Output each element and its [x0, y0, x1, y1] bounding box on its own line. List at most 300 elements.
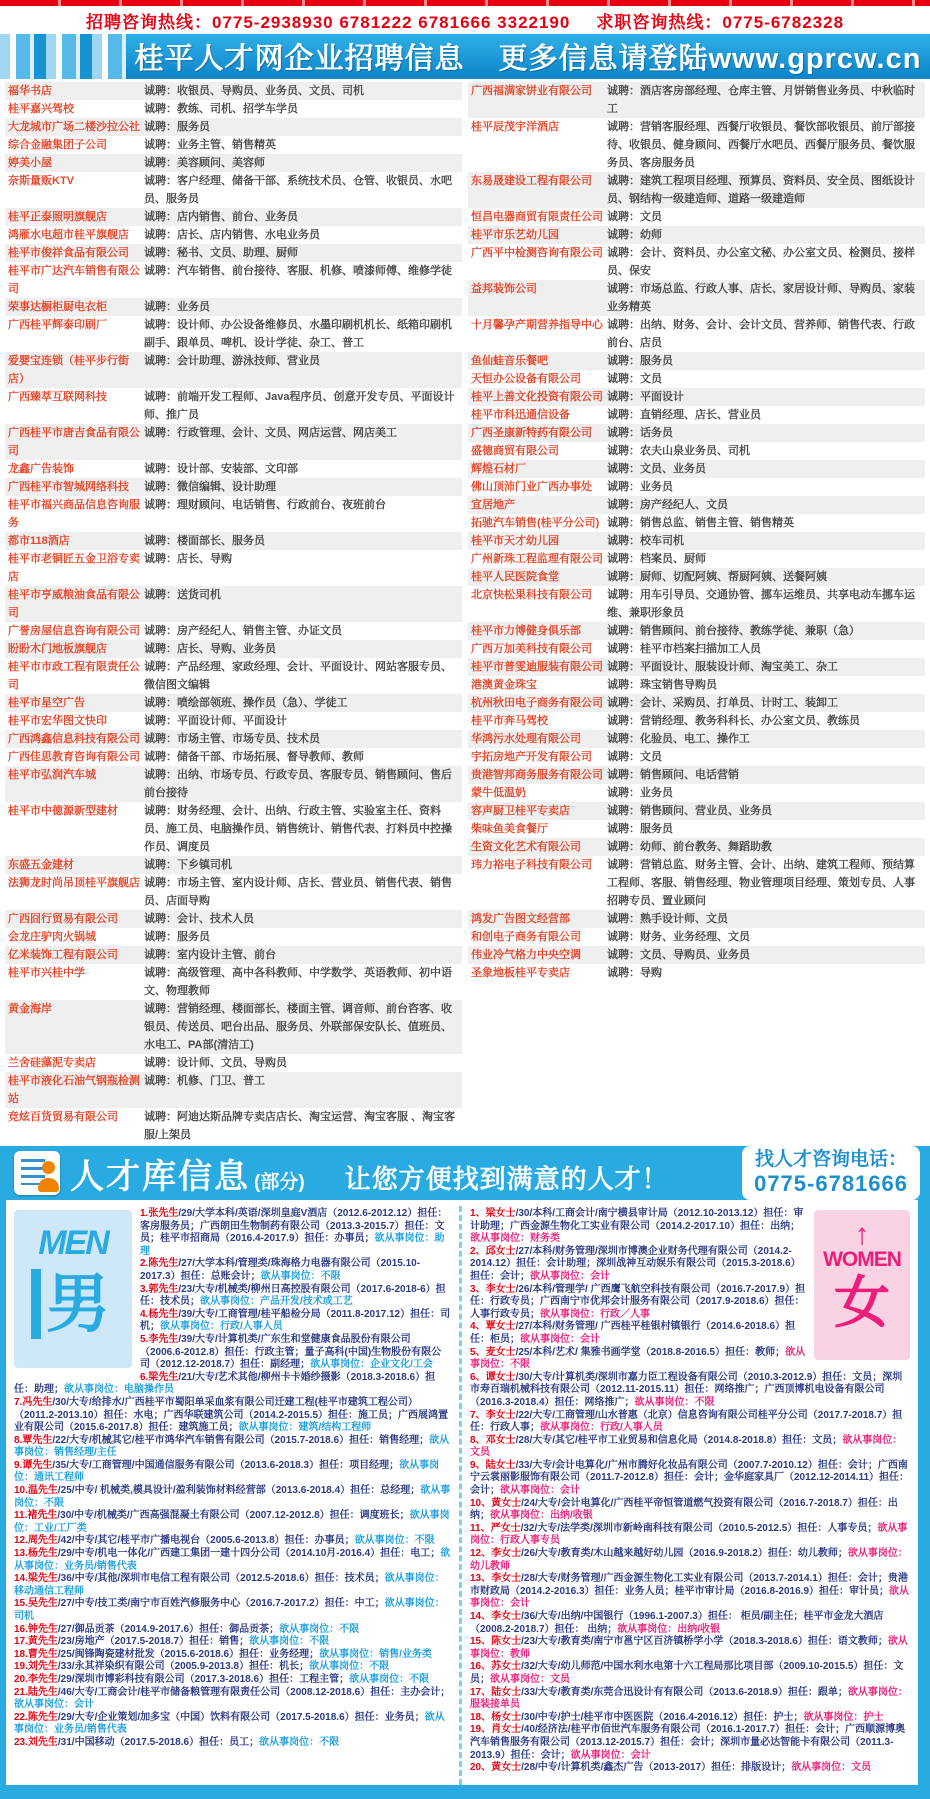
recruit-positions: 诚聘：文员: [607, 751, 662, 763]
entry-history: /36/大专/出纳/中国银行（1996.1-2007.3）担任： 柜员/副主任；桂平市金龙大酒店（2008.2-2018.7）担任： 出纳；: [470, 1611, 884, 1635]
women-icon-arrow: ↑: [854, 1218, 870, 1251]
entry-name: 谭先生: [22, 1459, 53, 1471]
entry-desired-position: 欲从事岗位：会计: [530, 1270, 610, 1282]
job-listing-row: [5, 640, 462, 658]
job-listing-row: [468, 442, 925, 460]
job-listing-row: [5, 316, 462, 352]
company-name: 爱婴宝连锁（桂平步行街店）: [8, 355, 129, 385]
company-name: 盼盼木门地板旗舰店: [8, 643, 107, 655]
job-listing-row: [5, 856, 462, 874]
entry-history: /23/大专/教育类/南宁市邕宁区百济镇桥学小学（2018.3-2018.6）担任：语文教师；: [521, 1636, 888, 1648]
entry-history: /25/闽锋陶瓷建材批发（2015.6-2018.6）担任：业务经理；: [57, 1648, 320, 1660]
entry-name: 冯先生: [22, 1396, 53, 1408]
talent-entry: [470, 1687, 910, 1712]
recruit-positions: 诚聘：汽车销售、前台接待、客服、机修、喷漆师傅、维修学徒: [144, 265, 452, 277]
entry-name: 周先生: [27, 1535, 58, 1547]
entry-desired-position: 欲从事岗位：不限: [279, 1623, 360, 1635]
recruit-positions: 诚聘：秘书、文员、助理、厨师: [144, 247, 298, 259]
entry-number: 19、: [470, 1724, 492, 1736]
entry-history: /39/大专/计算机类/广东生和堂健康食品股份有限公司（2006.6-2012.8）担任：行政主管；量子高科(中国)生物股份有限公司（2012.12-2018.7）担任：副经理；: [140, 1333, 442, 1371]
entry-name: 刘先生: [27, 1736, 58, 1748]
entry-number: 16.: [14, 1623, 28, 1635]
company-name: 容声厨卫桂平专卖店: [471, 805, 570, 817]
entry-history: /28/中专/计算机类/鑫杰广告（2013-2017）担任：排版设计；: [521, 1762, 792, 1774]
entry-name: 杨女士: [491, 1711, 522, 1723]
job-listing-row: [468, 550, 925, 568]
recruit-positions: 诚聘：直销经理、店长、营业员: [607, 409, 761, 421]
talent-entry: [470, 1636, 910, 1661]
job-listing-row: [468, 478, 925, 496]
talent-entry: [470, 1724, 910, 1762]
job-listing-row: [468, 496, 925, 514]
entry-number: 8、: [470, 1434, 486, 1446]
entry-name: 黄女士: [491, 1497, 522, 1509]
company-name: 桂平嘉兴驾校: [8, 103, 74, 115]
job-listing-row: [5, 766, 462, 802]
entry-history: /30/中专/机械类/广西高强混凝土有限公司（2007.12-2012.8）担任：调度班长；: [57, 1510, 410, 1522]
entry-desired-position: 欲从事岗位：文员: [791, 1762, 872, 1774]
entry-desired-position: 欲从事岗位：行政人事专员: [470, 1522, 908, 1547]
recruit-positions: 诚聘：财务经理、会计、出纳、行政主管、实验室主任、资料员、施工员、电脑操作员、销售统计、销售代表、打料员中控操作员、调度员: [144, 805, 452, 853]
company-name: 大龙城市广场二楼沙拉公社: [8, 121, 140, 133]
entry-number: 1、: [470, 1208, 486, 1219]
company-name: 辉煌石材厂: [471, 463, 526, 475]
entry-desired-position: 欲从事岗位：财务类: [470, 1233, 560, 1245]
recruit-positions: 诚聘：服务员: [607, 823, 673, 835]
company-name: 广州新珠工程监理有限公司: [471, 553, 603, 565]
entry-name: 李女士: [491, 1611, 522, 1622]
job-listing-row: [5, 208, 462, 226]
job-listing-row: [5, 802, 462, 856]
recruit-positions: 诚聘：珠宝销售导购员: [607, 679, 717, 691]
men-icon: [14, 1210, 132, 1368]
company-name: 广西鸿鑫信息科技有限公司: [8, 733, 140, 745]
talent-entry: [14, 1737, 451, 1750]
entry-history: /25/本科/艺术/ 集雅书画学堂（2018.8-2016.5）担任：教师；: [515, 1346, 786, 1358]
recruit-positions: 诚聘：店长、店内销售、水电业务员: [144, 229, 320, 241]
entry-number: 1.: [140, 1208, 149, 1219]
recruit-positions: 诚聘：出纳、市场专员、行政专员、客服专员、销售顾问、售后前台接待: [144, 769, 452, 799]
entry-number: 16、: [470, 1661, 492, 1673]
main-banner: [0, 34, 930, 79]
recruit-positions: 诚聘：美容顾问、美容师: [144, 157, 265, 169]
job-listing-row: [5, 100, 462, 118]
entry-name: 陆先生: [27, 1686, 58, 1698]
entry-history: /24/大专/会计电算化/广西桂平帝恒管道燃气投资有限公司（2016.7-2018.7）担任：出纳；: [470, 1497, 898, 1522]
entry-desired-position: 欲从事岗位：不限: [634, 1396, 715, 1408]
job-listing-row: [5, 388, 462, 424]
recruit-positions: 诚聘：销售顾问、电话营销: [607, 769, 739, 781]
company-name: 十月馨孕产期营养指导中心: [471, 319, 603, 331]
entry-history: /35/大专/工商管理/中国通信服务有限公司（2013.6-2018.3）担任：项目经理；: [52, 1459, 400, 1471]
entry-desired-position: 欲从事岗位：行政／人事: [540, 1308, 650, 1320]
company-name: 广西桂平市智城网络科技: [8, 481, 129, 493]
recruit-hotline-numbers: 0775-2938930 6781222 6781666 3322190: [211, 12, 571, 32]
talent-banner-text: [60, 1149, 742, 1198]
entry-name: 邱女士: [485, 1245, 516, 1257]
talent-entry: [14, 1460, 451, 1485]
entry-name: 李先生: [27, 1673, 58, 1685]
entry-desired-position: 欲从事岗位：电脑操作员: [64, 1384, 174, 1396]
banner-title: [126, 36, 930, 77]
recruit-positions: 诚聘：服务员: [144, 931, 210, 943]
entry-desired-position: 欲从事岗位：文员: [490, 1673, 570, 1685]
entry-number: 9.: [14, 1459, 23, 1471]
entry-number: 20.: [14, 1673, 28, 1685]
job-listing-row: [468, 802, 925, 820]
entry-history: /29/深圳市博彩科技有限公司（2017.3-2018.6）担任：工程主管；: [57, 1673, 350, 1685]
entry-number: 9、: [470, 1459, 486, 1471]
job-listing-row: [468, 712, 925, 730]
talent-section: [0, 1200, 930, 1799]
entry-desired-position: 欲从事岗位：会计: [14, 1699, 94, 1711]
job-listing-row: [5, 532, 462, 550]
entry-history: /31/中国移动（2017.5-2018.6）担任：员工；: [57, 1736, 260, 1748]
recruit-positions: 诚聘：店长、导购: [144, 553, 232, 565]
job-listing-row: [5, 298, 462, 316]
entry-history: /29/中专/机电一体化/广西建工集团一建十四分公司（2014.10月-2016.4）担任：电工；: [57, 1548, 441, 1560]
recruit-positions: 诚聘：销售顾问、营业员、业务员: [607, 805, 772, 817]
entry-desired-position: 欲从事岗位：建筑/结构工程师: [238, 1422, 372, 1434]
company-name: 华鸿污水处理有限公司: [471, 733, 581, 745]
company-name: 桂平市天才幼儿园: [471, 535, 559, 547]
company-name: 广西万加美科技有限公司: [471, 643, 592, 655]
recruit-positions: 诚聘：行政管理、会计、文员、网店运营、网店美工: [144, 427, 397, 439]
company-name: 拓驰汽车销售(桂平分公司): [471, 517, 600, 529]
entry-history: /30/本科/工商会计/南宁横县审计局（2012.10-2013.12）担任：审计助理；广西金源生物化工实业有限公司（2014.2-2017.10）担任：出纳；: [470, 1208, 804, 1232]
entry-number: 2.: [140, 1258, 149, 1270]
entry-history: /21/大专/艺术其他/柳州卡卡婚纱摄影（2018.3-2018.6）担任：助理；: [14, 1371, 436, 1396]
entry-name: 李女士: [485, 1409, 516, 1421]
talent-entry: [14, 1548, 451, 1573]
entry-number: 7.: [14, 1396, 23, 1408]
company-name: 广西福满家饼业有限公司: [471, 85, 592, 97]
entry-name: 陈先生: [27, 1711, 58, 1723]
talent-entry: [470, 1762, 910, 1775]
entry-number: 5.: [140, 1333, 149, 1345]
entry-history: /25/中专/ 机械类,模具设计/盈利装饰材料经营部（2013.6-2018.4）担任：总经理；: [57, 1485, 421, 1497]
entry-name: 李女士: [491, 1573, 522, 1585]
company-name: 天恒办公设备有限公司: [471, 373, 581, 385]
company-name: 桂平市弘润汽车城: [8, 769, 96, 781]
job-listing-row: [468, 820, 925, 838]
talent-phone-box: [742, 1146, 920, 1199]
entry-number: 15、: [470, 1636, 492, 1648]
recruit-positions: 诚聘：平面设计: [607, 391, 684, 403]
talent-entry: [14, 1624, 451, 1637]
job-listing-row: [5, 226, 462, 244]
hotline-bar: [0, 6, 930, 34]
job-listing-row: [468, 406, 925, 424]
job-listing-row: [468, 856, 925, 910]
entry-desired-position: 欲从事岗位：服装接单员: [470, 1686, 908, 1711]
entry-desired-position: 欲从事岗位：会计: [570, 1749, 651, 1761]
job-listing-row: [468, 172, 925, 208]
entry-name: 梁先生: [27, 1573, 58, 1585]
recruit-positions: 诚聘：文员: [607, 211, 662, 223]
recruit-positions: 诚聘：会计、技术人员: [144, 913, 254, 925]
recruit-positions: 诚聘：档案员、厨师: [607, 553, 706, 565]
women-icon-en-label: WOMEN: [823, 1248, 901, 1271]
entry-desired-position: 欲从事岗位：不限: [249, 1636, 330, 1648]
job-listing-row: [468, 928, 925, 946]
job-listing-row: [5, 748, 462, 766]
entry-history: /32/大专/幼儿师范/中国水利水电第十六工程局那比项目部（2009.10-2015.5）担任：文员；: [470, 1661, 904, 1685]
recruit-positions: 诚聘：业务主管、销售精英: [144, 139, 276, 151]
company-name: 桂平市宏华图文快印: [8, 715, 107, 727]
job-listing-row: [5, 136, 462, 154]
recruit-positions: 诚聘：平面设计、服装设计师、淘宝美工、杂工: [607, 661, 838, 673]
entry-desired-position: 欲从事岗位：幼儿教师: [470, 1548, 908, 1572]
company-name: 广西桂平市唐吉食品有限公司: [8, 427, 140, 457]
company-name: 北京快松果科技有限公司: [471, 589, 592, 601]
recruit-positions: 诚聘：出纳、财务、会计、会计文员、营养师、销售代表、行政前台、店员: [607, 319, 915, 349]
entry-number: 3.: [140, 1283, 149, 1295]
job-listing-row: [468, 676, 925, 694]
talent-entry: [470, 1410, 910, 1435]
entry-number: 4.: [140, 1308, 149, 1320]
entry-desired-position: 欲从事岗位：业务员/销售代表: [14, 1548, 451, 1572]
talent-entry: [14, 1435, 451, 1460]
entry-desired-position: 欲从事岗位：出纳/收银: [617, 1623, 721, 1635]
entry-name: 覃女士: [485, 1321, 516, 1333]
company-name: 福华书店: [8, 85, 52, 97]
job-listing-row: [5, 478, 462, 496]
entry-name: 陈女士: [491, 1636, 522, 1648]
company-name: 恒昌电器商贸有限责任公司: [471, 211, 603, 223]
job-listing-row: [5, 712, 462, 730]
entry-history: /39/大专/工商管理/桂平船检分局（2011.8-2017.12）担任：司机；: [140, 1308, 451, 1333]
entry-name: 刘先生: [27, 1661, 58, 1673]
recruit-positions: 诚聘：销售顾问、前台接待、教练学徒、兼职（急）: [607, 625, 860, 637]
recruit-positions: 诚聘：营销总监、财务主管、会计、出纳、建筑工程师、预结算工程师、客服、销售经理、物业管理项目经理、策划专员、人事招聘专员、置业顾问: [607, 859, 915, 907]
recruit-positions: 诚聘：理财顾问、电话销售、行政前台、夜班前台: [144, 499, 386, 511]
company-name: 广西桂平辉泰印刷厂: [8, 319, 107, 331]
talent-entry: [470, 1611, 910, 1636]
entry-history: /40/经济法/桂平市佰世汽车服务有限公司（2016.1-2017.7）担任：会计；广西顺源博奥汽车销售服务有限公司（2013.12-2015.7）担任：会计；深圳市量必达智能卡有限公司（2011.3-2013.9）担任：会计；: [470, 1724, 906, 1761]
entry-desired-position: 欲从事岗位：助理: [140, 1233, 445, 1257]
company-name: 桂平市兴桂中学: [8, 967, 85, 979]
banner-stripes-decoration: [0, 34, 126, 79]
talent-entry: [14, 1687, 451, 1712]
entry-name: 严女士: [490, 1522, 521, 1534]
company-name: 奈斯量贩KTV: [8, 175, 74, 187]
company-name: 桂平市奔马驾校: [471, 715, 548, 727]
recruit-positions: 诚聘：市场总监、行政人事、店长、家居设计师、导购员、家装业务精英: [607, 283, 915, 313]
recruit-positions: 诚聘：业务员: [607, 481, 673, 493]
job-listing-row: [5, 910, 462, 928]
job-listing-row: [468, 316, 925, 352]
company-name: 法狮龙时尚吊顶桂平旗舰店: [8, 877, 140, 889]
talent-entry: [470, 1523, 910, 1548]
entry-history: /26/本科/管理学/ 广西鹰飞航空科技有限公司（2016.7-2017.9）担任：行政专员；广西南宁市优邦会计服务有限公司（2017.9-2018.6）担任：人事行政专员；: [470, 1283, 806, 1320]
entry-number: 10.: [14, 1485, 28, 1497]
recruit-positions: 诚聘：机修、门卫、普工: [144, 1075, 265, 1087]
talent-entry: [14, 1712, 451, 1737]
entry-name: 李先生: [148, 1333, 179, 1345]
recruit-positions: 诚聘：储备干部、市场拓展、督导教师、教师: [144, 751, 364, 763]
recruit-positions: 诚聘：楼面部长、服务员: [144, 535, 265, 547]
entry-desired-position: 欲从事岗位：行政/人事人员: [540, 1422, 663, 1434]
job-listing-row: [468, 658, 925, 676]
entry-number: 5、: [470, 1346, 486, 1358]
entry-number: 13、: [470, 1573, 492, 1585]
recruit-positions: 诚聘：财务、业务经理、文员: [607, 931, 750, 943]
talent-entry: [470, 1435, 910, 1460]
entry-desired-position: 欲从事岗位：不限: [260, 1270, 341, 1282]
entry-name: 杨先生: [148, 1308, 179, 1320]
talent-entry: [14, 1510, 451, 1535]
entry-desired-position: 欲从事岗位：不限: [354, 1535, 435, 1547]
job-listing-row: [5, 352, 462, 388]
entry-number: 4、: [470, 1321, 486, 1333]
entry-name: 褚先生: [27, 1510, 58, 1522]
company-name: 桂平市中德源新型建材: [8, 805, 118, 817]
job-listing-row: [5, 1054, 462, 1072]
company-name: 和创电子商务有限公司: [471, 931, 581, 943]
talent-women-column: [462, 1206, 918, 1785]
talent-entry: [14, 1573, 451, 1598]
company-name: 桂平市普雯迪服装有限公司: [471, 661, 603, 673]
recruit-positions: 诚聘：店长、导购、业务员: [144, 643, 276, 655]
entry-number: 17.: [14, 1636, 28, 1648]
company-name: 亿米装饰工程有限公司: [8, 949, 118, 961]
entry-number: 22.: [14, 1711, 28, 1723]
recruit-positions: 诚聘：店内销售、前台、业务员: [144, 211, 298, 223]
entry-desired-position: 欲从事岗位：文员: [470, 1434, 903, 1459]
recruit-positions: 诚聘：话务员: [607, 427, 673, 439]
entry-name: 温先生: [27, 1485, 58, 1497]
job-listing-row: [468, 946, 925, 964]
entry-name: 钟先生: [27, 1623, 58, 1635]
job-listing-row: [468, 784, 925, 802]
company-name: 桂平市老铜匠五金卫浴专卖店: [8, 553, 140, 583]
company-name: 广西囧行贸易有限公司: [8, 913, 118, 925]
entry-history: /22/大专/机械其它/桂平市鸿华汽车销售有限公司（2015.7-2018.6）担任：销售经理；: [52, 1434, 430, 1446]
recruit-positions: 诚聘：房产经纪人、文员: [607, 499, 728, 511]
company-name: 广誉房屋信息咨询有限公司: [8, 625, 140, 637]
recruit-positions: 诚聘：营销经理、教务科科长、办公室文员、教练员: [607, 715, 860, 727]
recruit-positions: 诚聘：教练、司机、招学车学员: [144, 103, 298, 115]
company-name: 桂平上善文化投资有限公司: [471, 391, 603, 403]
company-name: 东盛五金建材: [8, 859, 74, 871]
recruit-positions: 诚聘：熟手设计师、文员: [607, 913, 728, 925]
recruit-positions: 诚聘：幼师、前台教务、舞蹈助教: [607, 841, 772, 853]
company-name: 港澳黄金珠宝: [471, 679, 537, 691]
company-name: 佛山顶沛门业广西办事处: [471, 481, 592, 493]
entry-name: 李女士: [485, 1283, 516, 1295]
talent-entry: [14, 1598, 451, 1623]
entry-number: 2、: [470, 1245, 486, 1257]
entry-name: 覃先生: [22, 1434, 53, 1446]
entry-history: /23/大专/机械类/柳州日高控股有限公司（2017.6-2018-6）担任：技术员；: [140, 1283, 446, 1308]
entry-desired-position: 欲从事岗位：销售经理/主任: [14, 1434, 450, 1459]
job-listing-row: [468, 586, 925, 622]
entry-number: 6.: [140, 1371, 149, 1383]
job-listing-row: [468, 244, 925, 280]
banner-url-link[interactable]: www.gprcw.cn: [708, 43, 922, 75]
entry-number: 13.: [14, 1548, 28, 1560]
entry-name: 吴先生: [27, 1598, 58, 1610]
job-listing-row: [5, 964, 462, 1000]
job-listing-row: [5, 1108, 462, 1144]
job-listing-row: [5, 928, 462, 946]
talent-men-column: [6, 1206, 462, 1785]
entry-history: /33/永其祥染织有限公司（2005.9-2013.8）担任：机长；: [57, 1661, 310, 1673]
recruit-positions: 诚聘：建筑工程项目经理、预算员、资料员、安全员、图纸设计员、钢结构一级建造师、道路一级建造师: [607, 175, 915, 205]
listings-right-column: [465, 82, 928, 1144]
recruit-positions: 诚聘：设计师、文员、导购员: [144, 1057, 287, 1069]
recruit-positions: 诚聘：平面设计师、平面设计: [144, 715, 287, 727]
recruit-positions: 诚聘：收银员、导购员、业务员、文员、司机: [144, 85, 364, 97]
entry-number: 7、: [470, 1409, 486, 1421]
entry-number: 19.: [14, 1661, 28, 1673]
entry-desired-position: 欲从事岗位：销售/业务类: [319, 1648, 432, 1660]
entry-desired-position: 欲从事岗位：通讯工程师: [14, 1459, 440, 1484]
entry-history: /27/大学本科/管理类/珠海格力电器有限公司（2015.10-2017.3）担任：总账会计；: [140, 1258, 421, 1282]
entry-desired-position: 欲从事岗位：不限: [470, 1346, 806, 1371]
men-icon-en-label: MEN: [38, 1224, 108, 1262]
company-name: 会龙庄驴肉火锅城: [8, 931, 96, 943]
entry-history: /23/房地产（2017.5-2018.7）担任：销售；: [57, 1636, 250, 1648]
company-name: 鸿发广告图文经营部: [471, 913, 570, 925]
entry-number: 14.: [14, 1573, 28, 1585]
entry-name: 杨先生: [27, 1548, 58, 1560]
company-name: 鱼仙蛙音乐餐吧: [471, 355, 548, 367]
company-name: 圣象地板桂平专卖店: [471, 967, 570, 979]
job-listing-row: [5, 694, 462, 712]
job-listing-row: [468, 370, 925, 388]
recruit-positions: 诚聘：校车司机: [607, 535, 684, 547]
job-listing-row: [468, 694, 925, 712]
entry-history: /46/大专/工商会计/桂平市储备粮管理有限责任公司（2008.12-2018.6）担任：主办会计；: [57, 1686, 451, 1698]
job-listing-row: [5, 424, 462, 460]
entry-number: 18.: [14, 1648, 28, 1660]
entry-history: /28/大专/财务管理/广西金源生物化工实业有限公司（2013.7-2014.1）担任：会计；贵港市财政局（2014.2-2016.3）担任：业务人员；桂平市审计局（2016.8-2016.9）担任：审计员；: [470, 1573, 908, 1597]
talent-bank-banner: [0, 1146, 930, 1200]
job-listing-row: [468, 388, 925, 406]
company-name: 竞炫百货贸易有限公司: [8, 1111, 118, 1123]
entry-history: /28/大专/其它/桂平市工业贸易和信息化局（2014.8-2018.8）担任：文员；: [515, 1434, 843, 1446]
entry-name: 陆女士: [491, 1686, 522, 1698]
company-name: 宇拓房地产开发有限公司: [471, 751, 592, 763]
company-name: 广西臻萃互联网科技: [8, 391, 107, 403]
recruit-positions: 诚聘：前端开发工程师、Java程序员、创意开发专员、平面设计师、推广员: [144, 391, 455, 421]
job-listing-row: [468, 964, 925, 982]
job-listing-row: [5, 874, 462, 910]
talent-entry: [470, 1548, 910, 1573]
company-name: 柴味鱼美食餐厅: [471, 823, 548, 835]
company-name: 桂平正泰照明旗舰店: [8, 211, 107, 223]
talent-entry: [14, 1661, 451, 1674]
talent-bank-part-label: (部分): [254, 1171, 305, 1193]
entry-name: 麦女士: [485, 1346, 516, 1358]
recruit-positions: 诚聘：房产经纪人、销售主管、办证文员: [144, 625, 342, 637]
entry-history: /30/中专/护士/桂平市中医医院（2016.4-2016.12）担任：护士；: [521, 1711, 804, 1723]
recruit-positions: 诚聘：文员、导购员、业务员: [607, 949, 750, 961]
job-listing-row: [468, 748, 925, 766]
company-name: 广西圣康新特药有限公司: [471, 427, 592, 439]
recruit-positions: 诚聘：会计、资料员、办公室文秘、办公室文员、检测员、接样员、保安: [607, 247, 915, 277]
job-listing-row: [5, 550, 462, 586]
entry-name: 郭先生: [148, 1283, 179, 1295]
men-icon-cn-label: 男: [31, 1269, 115, 1339]
entry-name: 曹先生: [27, 1648, 58, 1660]
entry-number: 12.: [14, 1535, 28, 1547]
job-listing-row: [468, 424, 925, 442]
job-listing-row: [5, 82, 462, 100]
entry-desired-position: 欲从事岗位：移动通信工程师: [14, 1573, 445, 1597]
